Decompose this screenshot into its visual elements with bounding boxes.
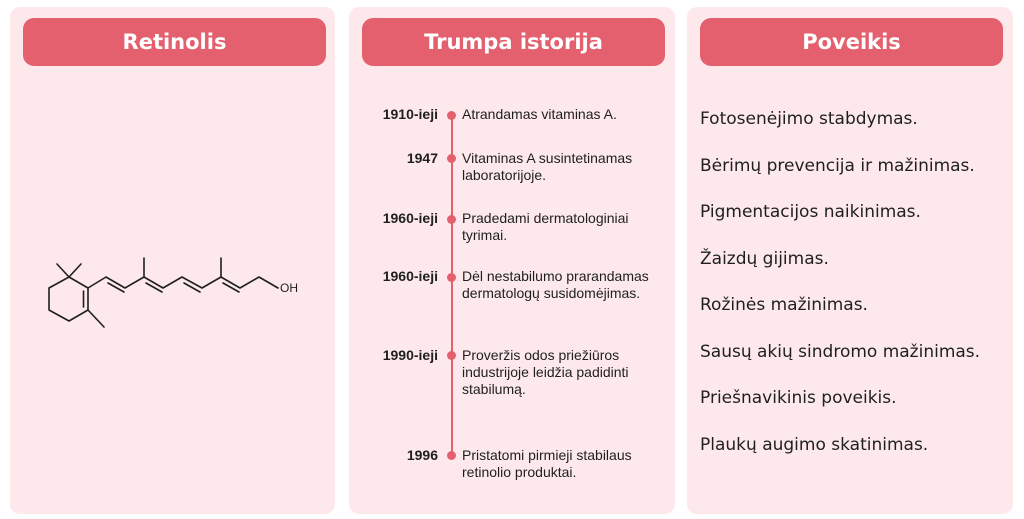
effect-item: Žaizdų gijimas. bbox=[700, 248, 829, 269]
timeline-line bbox=[451, 114, 453, 456]
timeline-year: 1990-ieji bbox=[382, 347, 438, 363]
timeline-dot bbox=[447, 351, 456, 360]
timeline-event: Atrandamas vitaminas A. bbox=[462, 106, 617, 122]
timeline-event: Pristatomi pirmieji stabilaus retinolio produktai. bbox=[462, 447, 632, 480]
effects-header: Poveikis bbox=[700, 18, 1003, 66]
timeline-year: 1960-ieji bbox=[382, 268, 438, 284]
timeline-event: Proveržis odos priežiūros industrijoje leidžia padidinti stabilumą. bbox=[462, 347, 629, 397]
retinol-structure-diagram bbox=[34, 252, 304, 342]
effect-item: Bėrimų prevencija ir mažinimas. bbox=[700, 155, 975, 176]
timeline-dot bbox=[447, 215, 456, 224]
timeline-year: 1910-ieji bbox=[382, 106, 438, 122]
timeline-dot bbox=[447, 111, 456, 120]
history-header: Trumpa istorija bbox=[362, 18, 665, 66]
timeline-dot bbox=[447, 451, 456, 460]
timeline-year: 1947 bbox=[406, 150, 438, 166]
hydroxyl-label: OH bbox=[280, 281, 298, 295]
timeline-year: 1960-ieji bbox=[382, 210, 438, 226]
effect-item: Fotosenėjimo stabdymas. bbox=[700, 109, 918, 129]
effect-item: Rožinės mažinimas. bbox=[700, 295, 868, 315]
timeline-dot bbox=[447, 154, 456, 163]
history-panel bbox=[349, 7, 675, 514]
retinol-header: Retinolis bbox=[23, 18, 326, 66]
effect-item: Plaukų augimo skatinimas. bbox=[700, 434, 929, 455]
effects-list bbox=[700, 106, 980, 478]
effect-item: Priešnavikinis poveikis. bbox=[700, 388, 897, 408]
timeline-year: 1996 bbox=[406, 447, 438, 463]
timeline-event: Dėl nestabilumo prarandamas dermatologų susidomėjimas. bbox=[462, 268, 649, 301]
timeline-event: Vitaminas A susintetinamas laboratorijoje. bbox=[462, 150, 633, 183]
timeline-event: Pradedami dermatologiniai tyrimai. bbox=[462, 210, 629, 243]
effect-item: Sausų akių sindromo mažinimas. bbox=[700, 341, 981, 362]
effect-item: Pigmentacijos naikinimas. bbox=[700, 202, 921, 222]
timeline-dot bbox=[447, 273, 456, 282]
